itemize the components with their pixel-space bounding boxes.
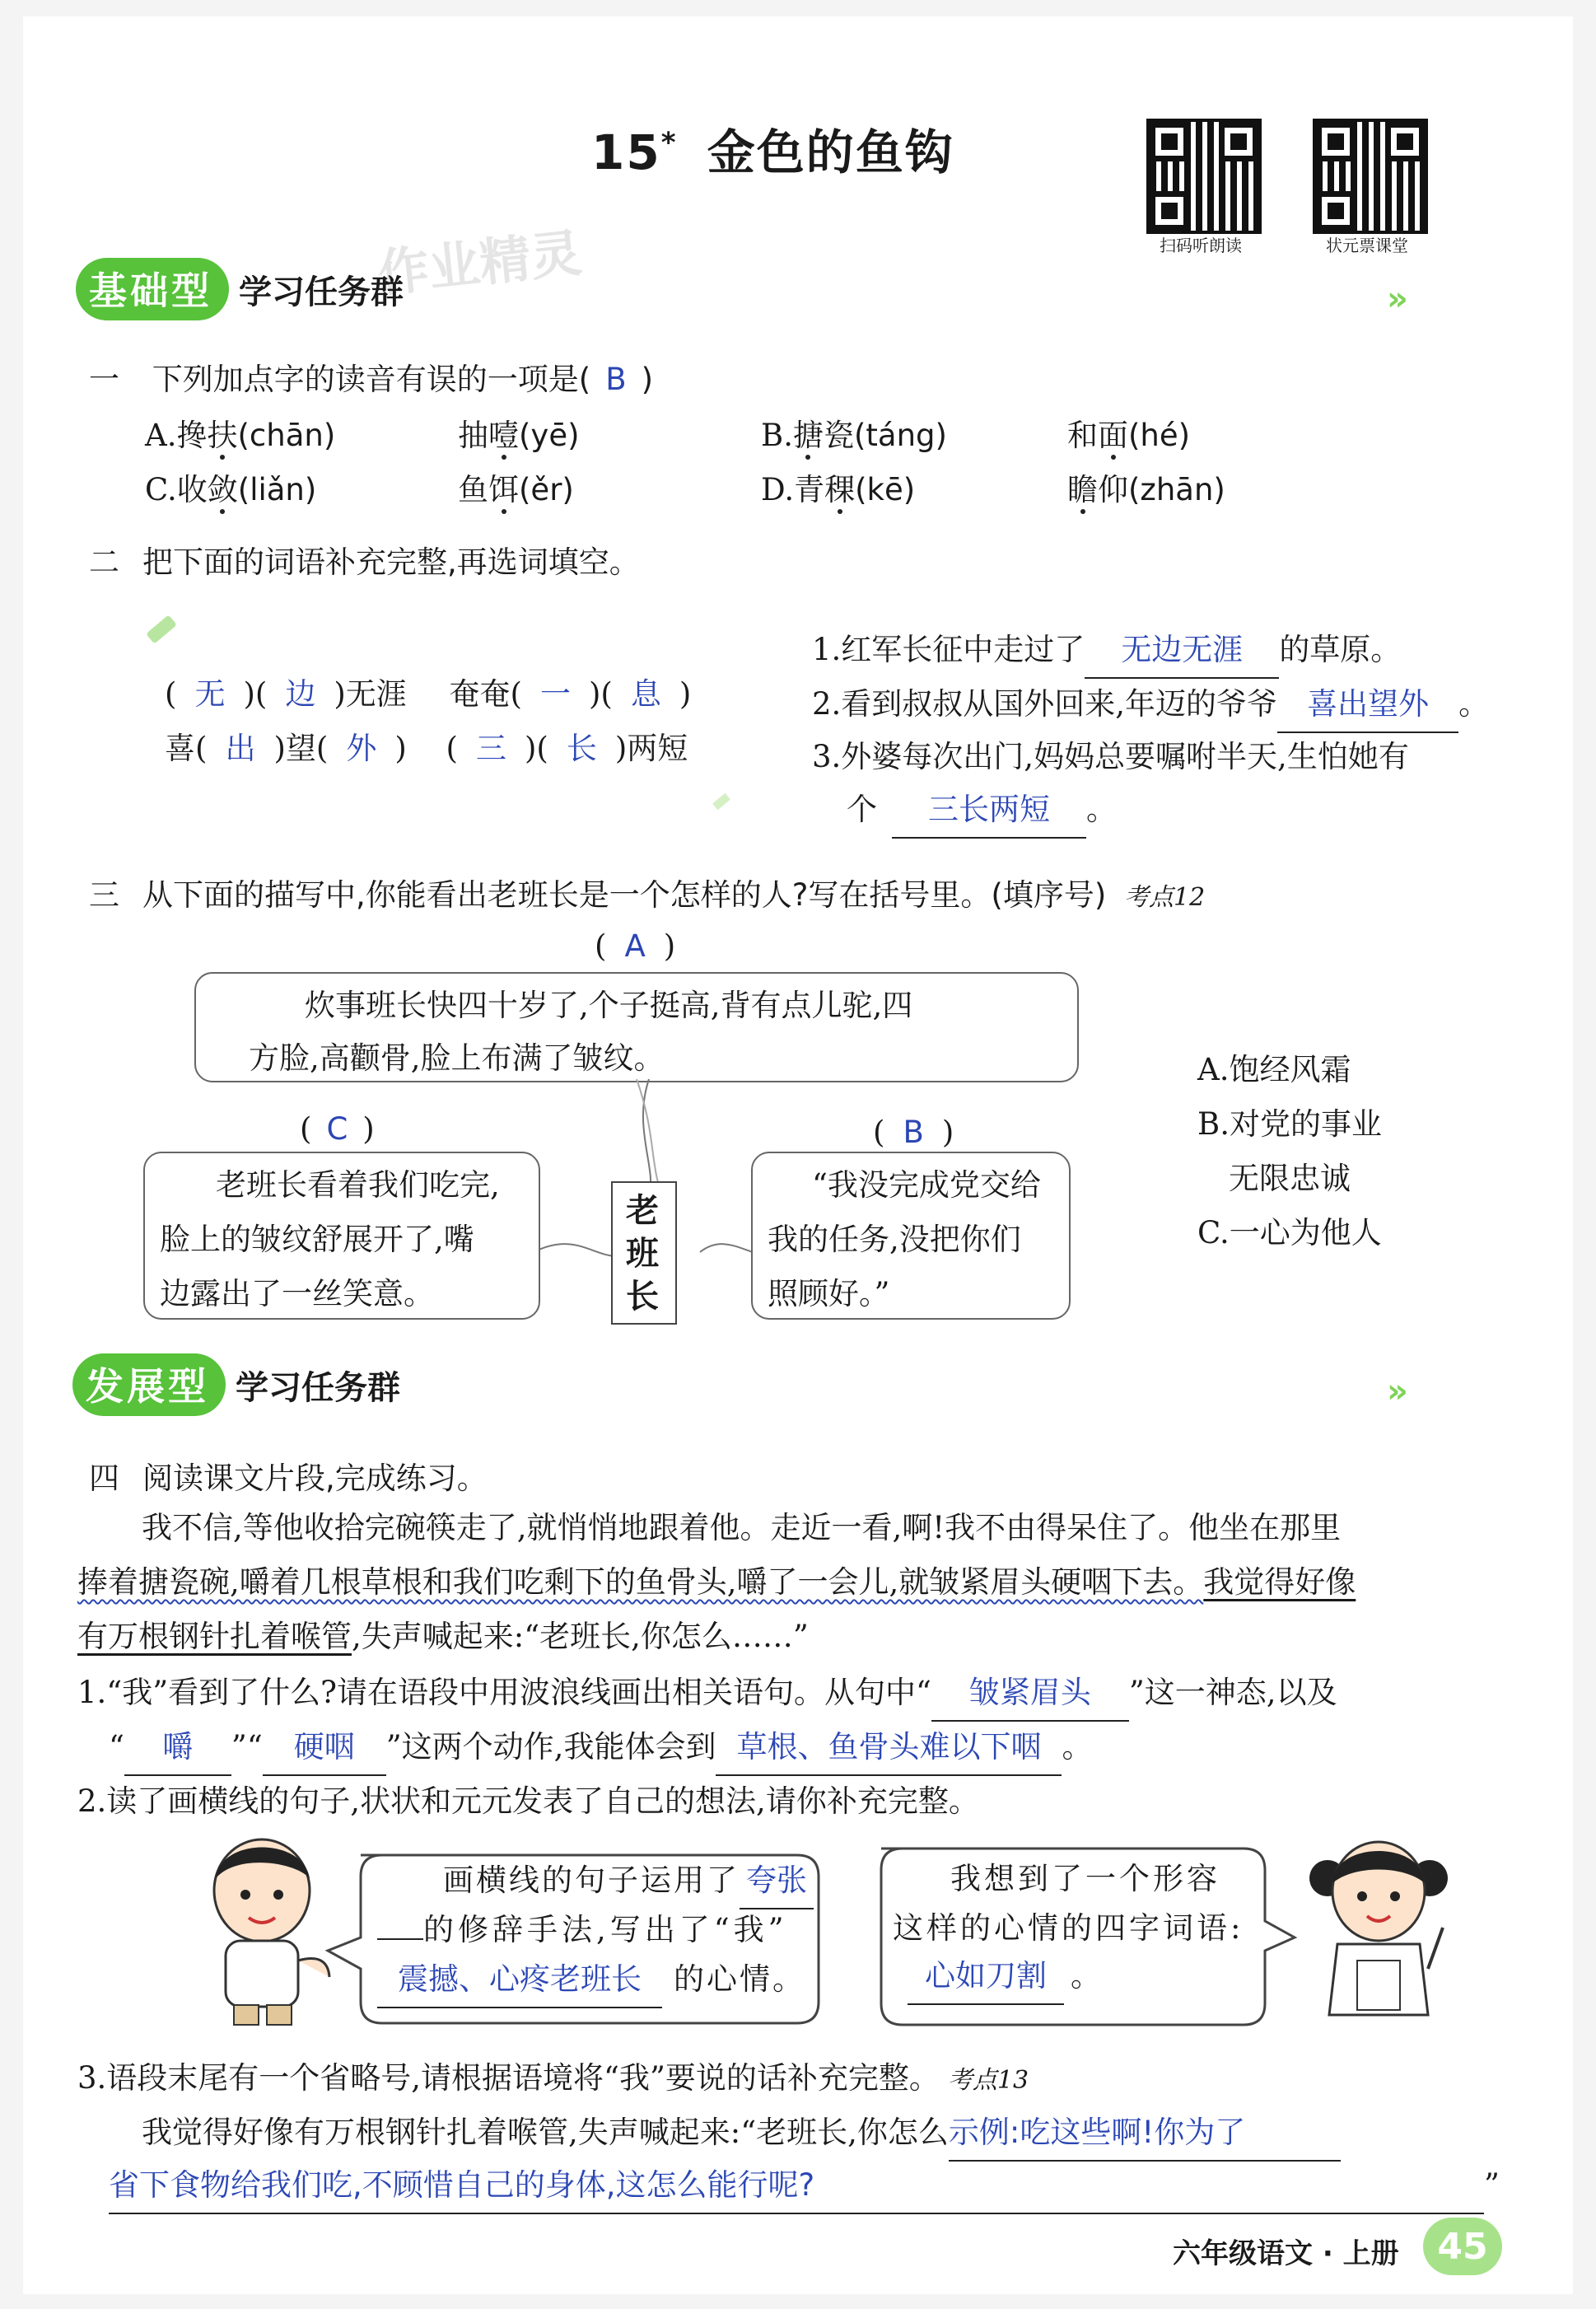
- q1-option: 瞻仰(zhān): [1067, 472, 1225, 507]
- q2-sentence-3: 3.外婆每次出门,妈妈总要嘱咐半天,生怕她有: [812, 739, 1409, 774]
- left-text-2: 脸上的皱纹舒展开了,嘴: [160, 1222, 474, 1257]
- q1-answer: B: [605, 362, 627, 397]
- bubble1-line2: 的修辞手法,写出了“我”: [377, 1903, 788, 1957]
- girl-cartoon-icon: [1304, 1829, 1453, 2026]
- choice-c: C.一心为他人: [1197, 1215, 1382, 1250]
- q1-option: A.搀扶(chān): [145, 418, 336, 453]
- q4-sub-2: 2.读了画横线的句子,状状和元元发表了自己的想法,请你补充完整。: [77, 1783, 979, 1819]
- question-2: 二 把下面的词语补充完整,再选词填空。: [89, 545, 640, 580]
- choice-b: B.对党的事业: [1197, 1106, 1382, 1142]
- choice-a: A.饱经风霜: [1197, 1052, 1351, 1087]
- q4-sub-3-answer-line1: 我觉得好像有万根钢针扎着喉管,失声喊起来:“老班长,你怎么示例:吃这些啊!你为了: [142, 2106, 1341, 2162]
- q2-sentence-2: 2.看到叔叔从国外回来,年迈的爷爷 喜出望外 。: [812, 677, 1489, 733]
- bubble1-line3: 震撼、心疼老班长 的心情。: [377, 1952, 805, 2008]
- question-1: 一 下列加点字的读音有误的一项是( B ): [89, 362, 654, 397]
- idiom-row-1: ( 无 )( 边 )无涯 奄奄( 一 )( 息 ): [165, 676, 692, 712]
- q4-sub-1: 1.“我”看到了什么?请在语段中用波浪线画出相关语句。从句中“ 皱紧眉头 ”这一神态,以及: [77, 1666, 1337, 1722]
- bubble2-line3: 心如刀割 。: [908, 1949, 1101, 2005]
- q3-right-answer: ( B ): [873, 1115, 954, 1150]
- left-text-1: 老班长看着我们吃完,: [216, 1167, 500, 1203]
- q3-top-answer: ( A ): [595, 928, 676, 964]
- top-text-2: 方脸,高颧骨,脸上布满了皱纹。: [249, 1040, 665, 1076]
- question-3: 三 从下面的描写中,你能看出老班长是一个怎样的人?写在括号里。(填序号) 考点12: [89, 877, 1206, 913]
- lesson-name: 金色的鱼钩: [707, 124, 954, 180]
- boy-cartoon-icon: [188, 1829, 336, 2026]
- double-chevron-icon: »: [1387, 280, 1408, 318]
- q1-option: 和面(hé): [1067, 418, 1191, 453]
- band-text: 学习任务群: [236, 1368, 400, 1407]
- lesson-number: 15: [591, 124, 661, 180]
- bubble1-line1: 画横线的句子运用了 夸张: [443, 1853, 814, 1909]
- passage-line-1: 我不信,等他收拾完碗筷走了,就悄悄地跟着他。走近一看,啊!我不由得呆住了。他坐在那里: [142, 1510, 1342, 1545]
- page-number: 45: [1423, 2218, 1502, 2275]
- q2-sentence-1: 1.红军长征中走过了 无边无涯 的草原。: [812, 623, 1401, 679]
- watermark: 作业精灵: [375, 222, 585, 304]
- workbook-page: [23, 16, 1573, 2294]
- section-band-develop: [72, 1354, 400, 1415]
- kaodian-tag: 考点12: [1124, 883, 1206, 912]
- right-text-2: 我的任务,没把你们: [768, 1222, 1021, 1257]
- bubble2-line2: 这样的心情的四字词语:: [893, 1910, 1244, 1946]
- double-chevron-icon: »: [1387, 1372, 1408, 1410]
- band-pill: 发展型: [72, 1353, 226, 1416]
- q1-option: D.青稞(kē): [761, 472, 916, 507]
- top-text-1: 炊事班长快四十岁了,个子挺高,背有点儿驼,四: [305, 988, 913, 1023]
- qr1-caption: 扫码听朗读: [1160, 236, 1242, 255]
- idiom-row-2: 喜( 出 )望( 外 ) ( 三 )( 长 )两短: [165, 731, 688, 766]
- choice-b-cont: 无限忠诚: [1229, 1161, 1351, 1196]
- passage-line-3: 有万根钢针扎着喉管,失声喊起来:“老班长,你怎么……”: [77, 1619, 809, 1654]
- q2-sentence-3b: 个 三长两短 。: [847, 783, 1117, 839]
- question-4: 四 阅读课文片段,完成练习。: [89, 1461, 488, 1496]
- band-pill: 基础型: [76, 258, 229, 320]
- center-label: 老 班 长: [626, 1192, 659, 1316]
- q4-sub-1b: “ 嚼 ”“ 硬咽 ”这两个动作,我能体会到 草根、鱼骨头难以下咽 。: [109, 1720, 1092, 1776]
- left-text-3: 边露出了一丝笑意。: [160, 1276, 434, 1311]
- lesson-asterisk: *: [660, 126, 678, 160]
- kaodian-tag: 考点13: [947, 2066, 1029, 2095]
- q4-sub-3-answer-line2: 省下食物给我们吃,不顾惜自己的身体,这怎么能行呢? ”: [109, 2158, 1500, 2214]
- qr2-caption: 状元票课堂: [1326, 236, 1408, 255]
- q1-option: 抽噎(yē): [458, 418, 580, 453]
- right-text-1: “我没完成党交给: [812, 1167, 1041, 1203]
- q4-sub-3: 3.语段末尾有一个省略号,请根据语境将“我”要说的话补充完整。 考点13: [77, 2060, 1029, 2096]
- bubble2-line1: 我想到了一个形容: [950, 1861, 1220, 1896]
- footer-book: 六年级语文 · 上册: [1173, 2237, 1399, 2270]
- q1-option: C.收敛(liǎn): [145, 472, 317, 507]
- q3-left-answer: ( C ): [300, 1111, 375, 1147]
- q1-option: 鱼饵(ěr): [458, 472, 574, 507]
- right-text-3: 照顾好。”: [768, 1276, 890, 1311]
- q1-option: B.搪瓷(táng): [761, 418, 947, 453]
- band-text: 学习任务群: [239, 273, 404, 311]
- passage-line-2: 捧着搪瓷碗,嚼着几根草根和我们吃剩下的鱼骨头,嚼了一会儿,就皱紧眉头硬咽下去。我觉得好像: [77, 1564, 1356, 1600]
